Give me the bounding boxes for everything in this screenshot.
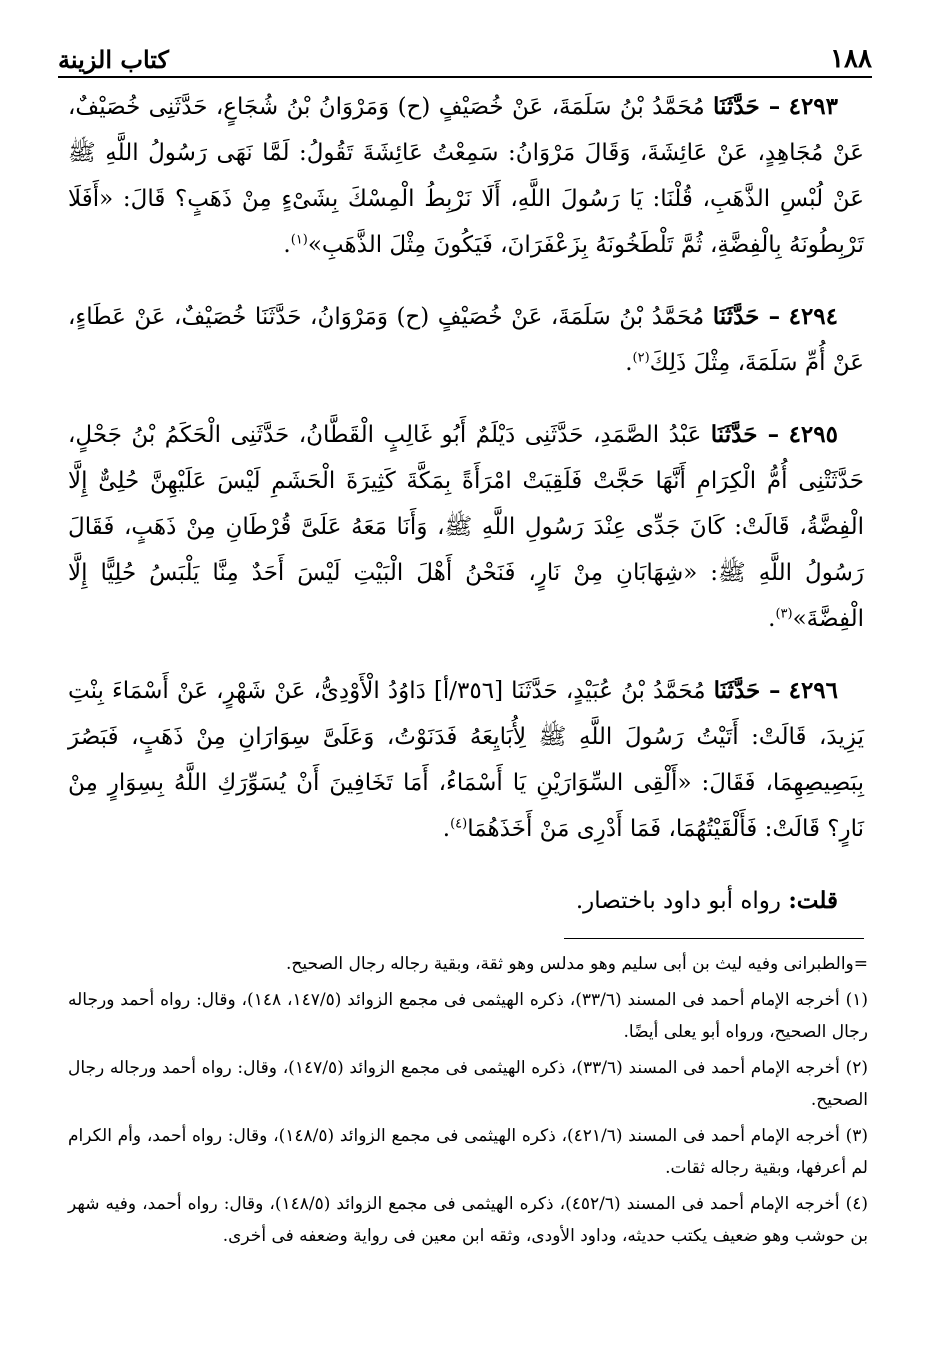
hadith-4295 [68,412,864,642]
footnote-ref: (٤) [450,816,468,832]
hadith-4293 [68,84,864,268]
main-text [68,84,864,947]
hadith-text: مُحَمَّدُ بْنُ سَلَمَةَ، عَنْ خُصَيْفٍ (ح) وَمَرْوَانُ بْنُ شُجَاعٍ، حَدَّثَنِى خُصَيْفٌ، عَنْ مُجَاهِدٍ، عَنْ عَائِشَةَ، وَقَالَ مَرْوَانُ: سَمِعْتُ عَائِشَةَ تَقُولُ: لَمَّا نَهَى رَسُولُ اللَّهِ ﷺ عَنْ لُبْسِ الذَّهَبِ، قُلْنَا: يَا رَسُولَ اللَّهِ، أَلَا نَرْبِطُ الْمِسْكَ بِشَىْءٍ مِنْ ذَهَبٍ؟ قَالَ: «أَفَلَا تَرْبِطُونَهُ بِالْفِضَّةِ، ثُمَّ تَلْطَخُونَهُ بِزَعْفَرَانَ، فَيَكُونَ مِثْلَ الذَّهَبِ» [68,94,864,258]
footnote-3: (٣) أخرجه الإمام أحمد فى المسند (٤٢١/٦)، ذكره الهيثمى فى مجمع الزوائد (١٤٨/٥)، وقال: رواه أحمد، وأم الكرام لم أعرفها، وبقية رجاله ثقات. [68,1126,868,1178]
footnotes [68,948,868,1256]
note-label: قلت: [788,887,838,914]
footnote-rule [564,938,864,939]
footnote-4: (٤) أخرجه الإمام أحمد فى المسند (٤٥٢/٦)، ذكره الهيثمى فى مجمع الزوائد (١٤٨/٥)، وقال: رواه أحمد، وفيه شهر بن حوشب وهو ضعيف يكتب حديثه، وداود الأودى، وثقه ابن معين فى رواية وضعفه فى أخرى. [68,1194,869,1246]
book-title: كتاب الزينة [58,45,169,74]
footnote-continuation: =والطبرانى وفيه ليث بن أبى سليم وهو مدلس وهو ثقة، وبقية رجاله رجال الصحيح. [286,954,868,974]
hadith-lead: – حَدَّثَنَا [713,93,781,120]
hadith-lead: – حَدَّثَنَا [713,677,781,704]
hadith-text: مُحَمَّدُ بْنُ عُبَيْدٍ، حَدَّثَنَا [٣٥٦/أ] دَاوُدُ الْأَوْدِىُّ، عَنْ شَهْرٍ، عَنْ أَسْمَاءَ بِنْتِ يَزِيدَ، قَالَتْ: أَتَيْتُ رَسُولَ اللَّهِ ﷺ لِأُبَايِعَهُ فَدَنَوْتُ، وَعَلَىَّ سِوَارَانِ مِنْ ذَهَبٍ، فَبَصُرَ بِبَصِيصِهِمَا، فَقَالَ: «أَلْقِى السِّوَارَيْنِ يَا أَسْمَاءُ، أَمَا تَخَافِينَ أَنْ يُسَوِّرَكِ اللَّهُ بِسِوَارٍ مِنْ نَارٍ؟ قَالَتْ: فَأَلْقَيْتُهُمَا، فَمَا أَدْرِى مَنْ أَخَذَهُمَا [68,678,864,842]
author-note [68,878,864,924]
note-text: رواه أبو داود باختصار. [575,888,781,914]
footnote-1: (١) أخرجه الإمام أحمد فى المسند (٣٣/٦)، ذكره الهيثمى فى مجمع الزوائد (١٤٧/٥، ١٤٨)، وقال: رواه أحمد ورجاله رجال الصحيح، ورواه أبو يعلى أيضًا. [68,990,869,1042]
footnote-ref: (١) [290,232,308,248]
footnote-2: (٢) أخرجه الإمام أحمد فى المسند (٣٣/٦)، ذكره الهيثمى فى مجمع الزوائد (١٤٧/٥)، وقال: رواه أحمد ورجاله رجال الصحيح. [68,1058,869,1110]
hadith-end: . [768,606,776,632]
hadith-text: مُحَمَّدُ بْنُ سَلَمَةَ، عَنْ خُصَيْفٍ (ح) وَمَرْوَانُ، حَدَّثَنَا خُصَيْفٌ، عَنْ عَطَاءٍ، عَنْ أُمِّ سَلَمَةَ، مِثْلَ ذَلِكَ [68,304,864,376]
hadith-number: ٤٢٩٣ [788,93,839,120]
hadith-end: . [283,232,291,258]
hadith-lead: – حَدَّثَنَا [710,421,780,448]
hadith-4294 [68,294,864,386]
page-header [58,32,872,74]
hadith-4296 [68,668,864,852]
hadith-end: . [625,350,633,376]
hadith-number: ٤٢٩٦ [788,677,839,704]
hadith-end: . [442,816,451,842]
hadith-lead: – حَدَّثَنَا [712,303,781,330]
hadith-text: عَبْدُ الصَّمَدِ، حَدَّثَنِى دَيْلَمٌ أَبُو غَالِبٍ الْقَطَّانُ، حَدَّثَنِى الْحَكَمُ بْنُ جَحْلٍ، حَدَّثَتْنِى أُمُّ الْكِرَامِ أَنَّهَا حَجَّتْ فَلَقِيَتْ امْرَأَةً بِمَكَّةَ كَثِيرَةَ الْحَشَمِ لَيْسَ عَلَيْهِنَّ حُلِىٌّ إِلَّا الْفِضَّةُ، قَالَتْ: كَانَ جَدِّى عِنْدَ رَسُولِ اللَّهِ ﷺ، وَأَنَا مَعَهُ عَلَىَّ قُرْطَانِ مِنْ ذَهَبٍ، فَقَالَ رَسُولُ اللَّهِ ﷺ: «شِهَابَانِ مِنْ نَارٍ، فَنَحْنُ أَهْلَ الْبَيْتِ لَيْسَ أَحَدٌ مِنَّا يَلْبَسُ حُلِيًّا إِلَّا الْفِضَّةَ» [68,422,864,632]
footnote-ref: (٣) [775,606,793,622]
header-rule [58,76,872,78]
page-number: ١٨٨ [830,44,872,74]
footnote-ref: (٢) [632,350,650,366]
hadith-number: ٤٢٩٤ [788,303,839,330]
hadith-number: ٤٢٩٥ [788,421,838,448]
